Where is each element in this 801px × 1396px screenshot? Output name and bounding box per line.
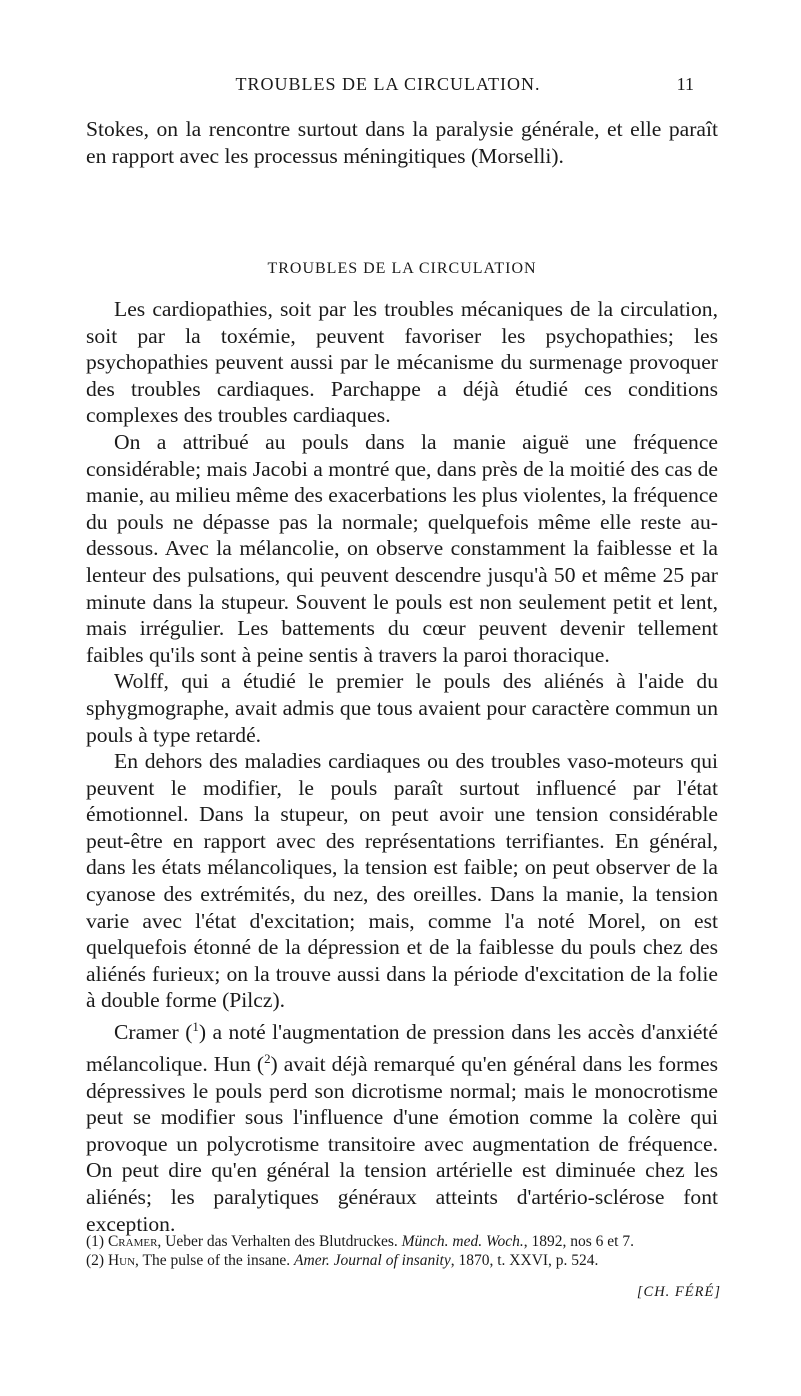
footnote-ref-2: 2 bbox=[264, 1050, 271, 1066]
footnote-title: , Ueber das Verhalten des Blutdruckes. bbox=[157, 1233, 402, 1250]
paragraph-wolff: Wolff, qui a étudié le premier le pouls des aliénés à l'aide du sphygmographe, avait admis que tous avaient pour caractère commun un pouls à type retardé. bbox=[86, 669, 718, 747]
page-number: 11 bbox=[676, 74, 694, 94]
paragraph-pouls-manie: On a attribué au pouls dans la manie aiguë une fréquence considérable; mais Jacobi a montré que, dans près de la moitié des cas de manie, au milieu même des exacerbations les plus violentes, la fréquence du pouls ne dépasse pas la normale; quelquefois même elle reste au-dessous. Avec la mélancolie, on observe constamment la faiblesse et la lenteur des pulsations, qui peuvent descendre jusqu'à 50 et même 25 par minute dans la stupeur. Souvent le pouls est non seulement petit et lent, mais irrégulier. Les battements du cœur peuvent devenir tellement faibles qu'ils sont à peine sentis à travers la paroi thoracique. bbox=[86, 429, 719, 667]
signature: [CH. FÉRÉ] bbox=[636, 1284, 721, 1300]
footnotes bbox=[86, 1232, 718, 1270]
paragraph-hun-text: ) a noté l'augmentation de pression dans les accès d'anxiété mélancolique. Hun ( bbox=[86, 1020, 718, 1076]
footnote-details: , 1870, t. XXVI, p. 524. bbox=[450, 1252, 599, 1269]
intro-paragraph: Stokes, on la rencontre surtout dans la paralysie générale, et elle paraît en rapport avec les processus méningitiques (Morselli). bbox=[86, 117, 718, 168]
section-heading: TROUBLES DE LA CIRCULATION bbox=[267, 260, 537, 277]
footnote-source: Münch. med. Woch. bbox=[401, 1233, 524, 1250]
running-title: TROUBLES DE LA CIRCULATION. bbox=[235, 74, 541, 94]
footnote-source: Amer. Journal of insanity bbox=[294, 1252, 451, 1269]
footnote-author: Cramer bbox=[107, 1233, 158, 1250]
footnote-ref-1: 1 bbox=[192, 1019, 199, 1035]
paragraph-etat-emotionnel: En dehors des maladies cardiaques ou des troubles vaso-moteurs qui peuvent le modifier, le pouls paraît surtout influencé par l'état émotionnel. Dans la stupeur, on peut avoir une tension considérable peut-être en rapport avec des représentations terrifiantes. En général, dans les états mélancoliques, la tension est faible; on peut observer de la cyanose des extrémités, du nez, des oreilles. Dans la manie, la tension varie avec l'état d'excitation; mais, comme l'a noté Morel, on est quelquefois étonné de la dépression et de la faiblesse du pouls chez des aliénés furieux; on la trouve aussi dans la période d'excitation de la folie à double forme (Pilcz). bbox=[86, 749, 718, 1013]
footnote-author: Hun bbox=[107, 1252, 136, 1269]
paragraph-tension-text: ) avait déjà remarqué qu'en général dans les formes dépressives le pouls perd son dicrotisme normal; mais le monocrotisme peut se modifier sous l'influence d'une émotion comme la colère qui provoque un polycrotisme transitoire avec augmentation de fréquence. On peut dire qu'en général la tension artérielle est diminuée chez les aliénés; les paralytiques généraux atteints d'artério-sclérose font exception. bbox=[86, 1052, 718, 1236]
footnote-mark: (2) bbox=[86, 1252, 105, 1269]
footnote-2 bbox=[86, 1251, 718, 1270]
footnote-1 bbox=[86, 1232, 718, 1251]
paragraph-cramer-hun bbox=[86, 1014, 718, 1237]
running-head bbox=[86, 74, 694, 98]
footnote-details: , 1892, nos 6 et 7. bbox=[523, 1233, 634, 1250]
paragraph-cramer-text: Cramer ( bbox=[114, 1020, 193, 1045]
footnote-mark: (1) bbox=[86, 1233, 105, 1250]
section-text-block bbox=[86, 296, 718, 1237]
intro-text-block bbox=[86, 116, 718, 169]
paragraph-cardiopathies: Les cardiopathies, soit par les troubles mécaniques de la circulation, soit par la toxémie, peuvent favoriser les psychopathies; les psychopathies peuvent aussi par le mécanisme du surmenage provoquer des troubles cardiaques. Parchappe a déjà étudié ces conditions complexes des troubles cardiaques. bbox=[86, 297, 718, 428]
footnote-title: , The pulse of the insane. bbox=[135, 1252, 295, 1269]
